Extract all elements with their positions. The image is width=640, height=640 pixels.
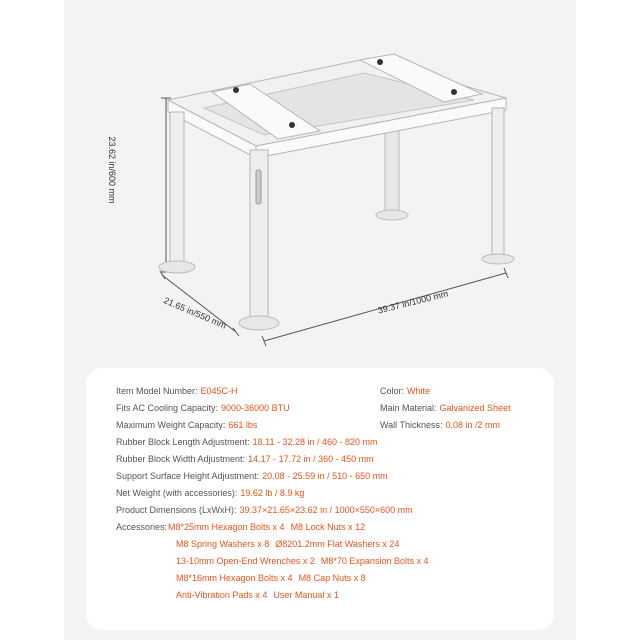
spec-net-weight: Net Weight (with accessories): 19.62 lb / 8.9 kg — [116, 488, 305, 498]
spec-accessories-label: Accessories: — [116, 522, 168, 532]
accessories-line-3: 13-10mm Open-End Wrenches x 2 M8*70 Expansion Bolts x 4 — [176, 556, 429, 566]
accessories-line-4: M8*16mm Hexagon Bolts x 4 M8 Cap Nuts x 8 — [176, 573, 366, 583]
ac-stand-illustration — [64, 0, 576, 360]
spec-color: Color: White — [380, 386, 431, 396]
accessories-line-2: M8 Spring Washers x 8 Ø8201.2mm Flat Washers x 24 — [176, 539, 400, 549]
spec-model: Item Model Number: E045C-H — [116, 386, 238, 396]
spec-length-adjustment: Rubber Block Length Adjustment: 18.11 - 32.28 in / 460 - 820 mm — [116, 437, 378, 447]
spec-weight-capacity: Maximum Weight Capacity: 661 lbs — [116, 420, 258, 430]
spec-cooling: Fits AC Cooling Capacity: 9000-36000 BTU — [116, 403, 290, 413]
specifications-card — [86, 368, 554, 630]
spec-product-dimensions: Product Dimensions (LxWxH): 39.37×21.65×23.62 in / 1000×550×600 mm — [116, 505, 413, 515]
height-dimension-label: 23.62 in/600 mm — [107, 136, 117, 204]
accessories-line-1: M8*25mm Hexagon Bolts x 4 M8 Lock Nuts x 12 — [168, 522, 366, 532]
width-dimension-label: 39.37 in/1000 mm — [376, 288, 450, 316]
accessories-line-5: Anti-Vibration Pads x 4 User Manual x 1 — [176, 590, 339, 600]
spec-width-adjustment: Rubber Block Width Adjustment: 14.17 - 17.72 in / 360 - 450 mm — [116, 454, 374, 464]
spec-wall-thickness: Wall Thickness: 0.08 in /2 mm — [380, 420, 501, 430]
spec-material: Main Material: Galvanized Sheet — [380, 403, 511, 413]
depth-dimension-label: 21.65 in/550 mm — [162, 295, 228, 331]
spec-height-adjustment: Support Surface Height Adjustment: 20.08 - 25.59 in / 510 - 650 mm — [116, 471, 388, 481]
